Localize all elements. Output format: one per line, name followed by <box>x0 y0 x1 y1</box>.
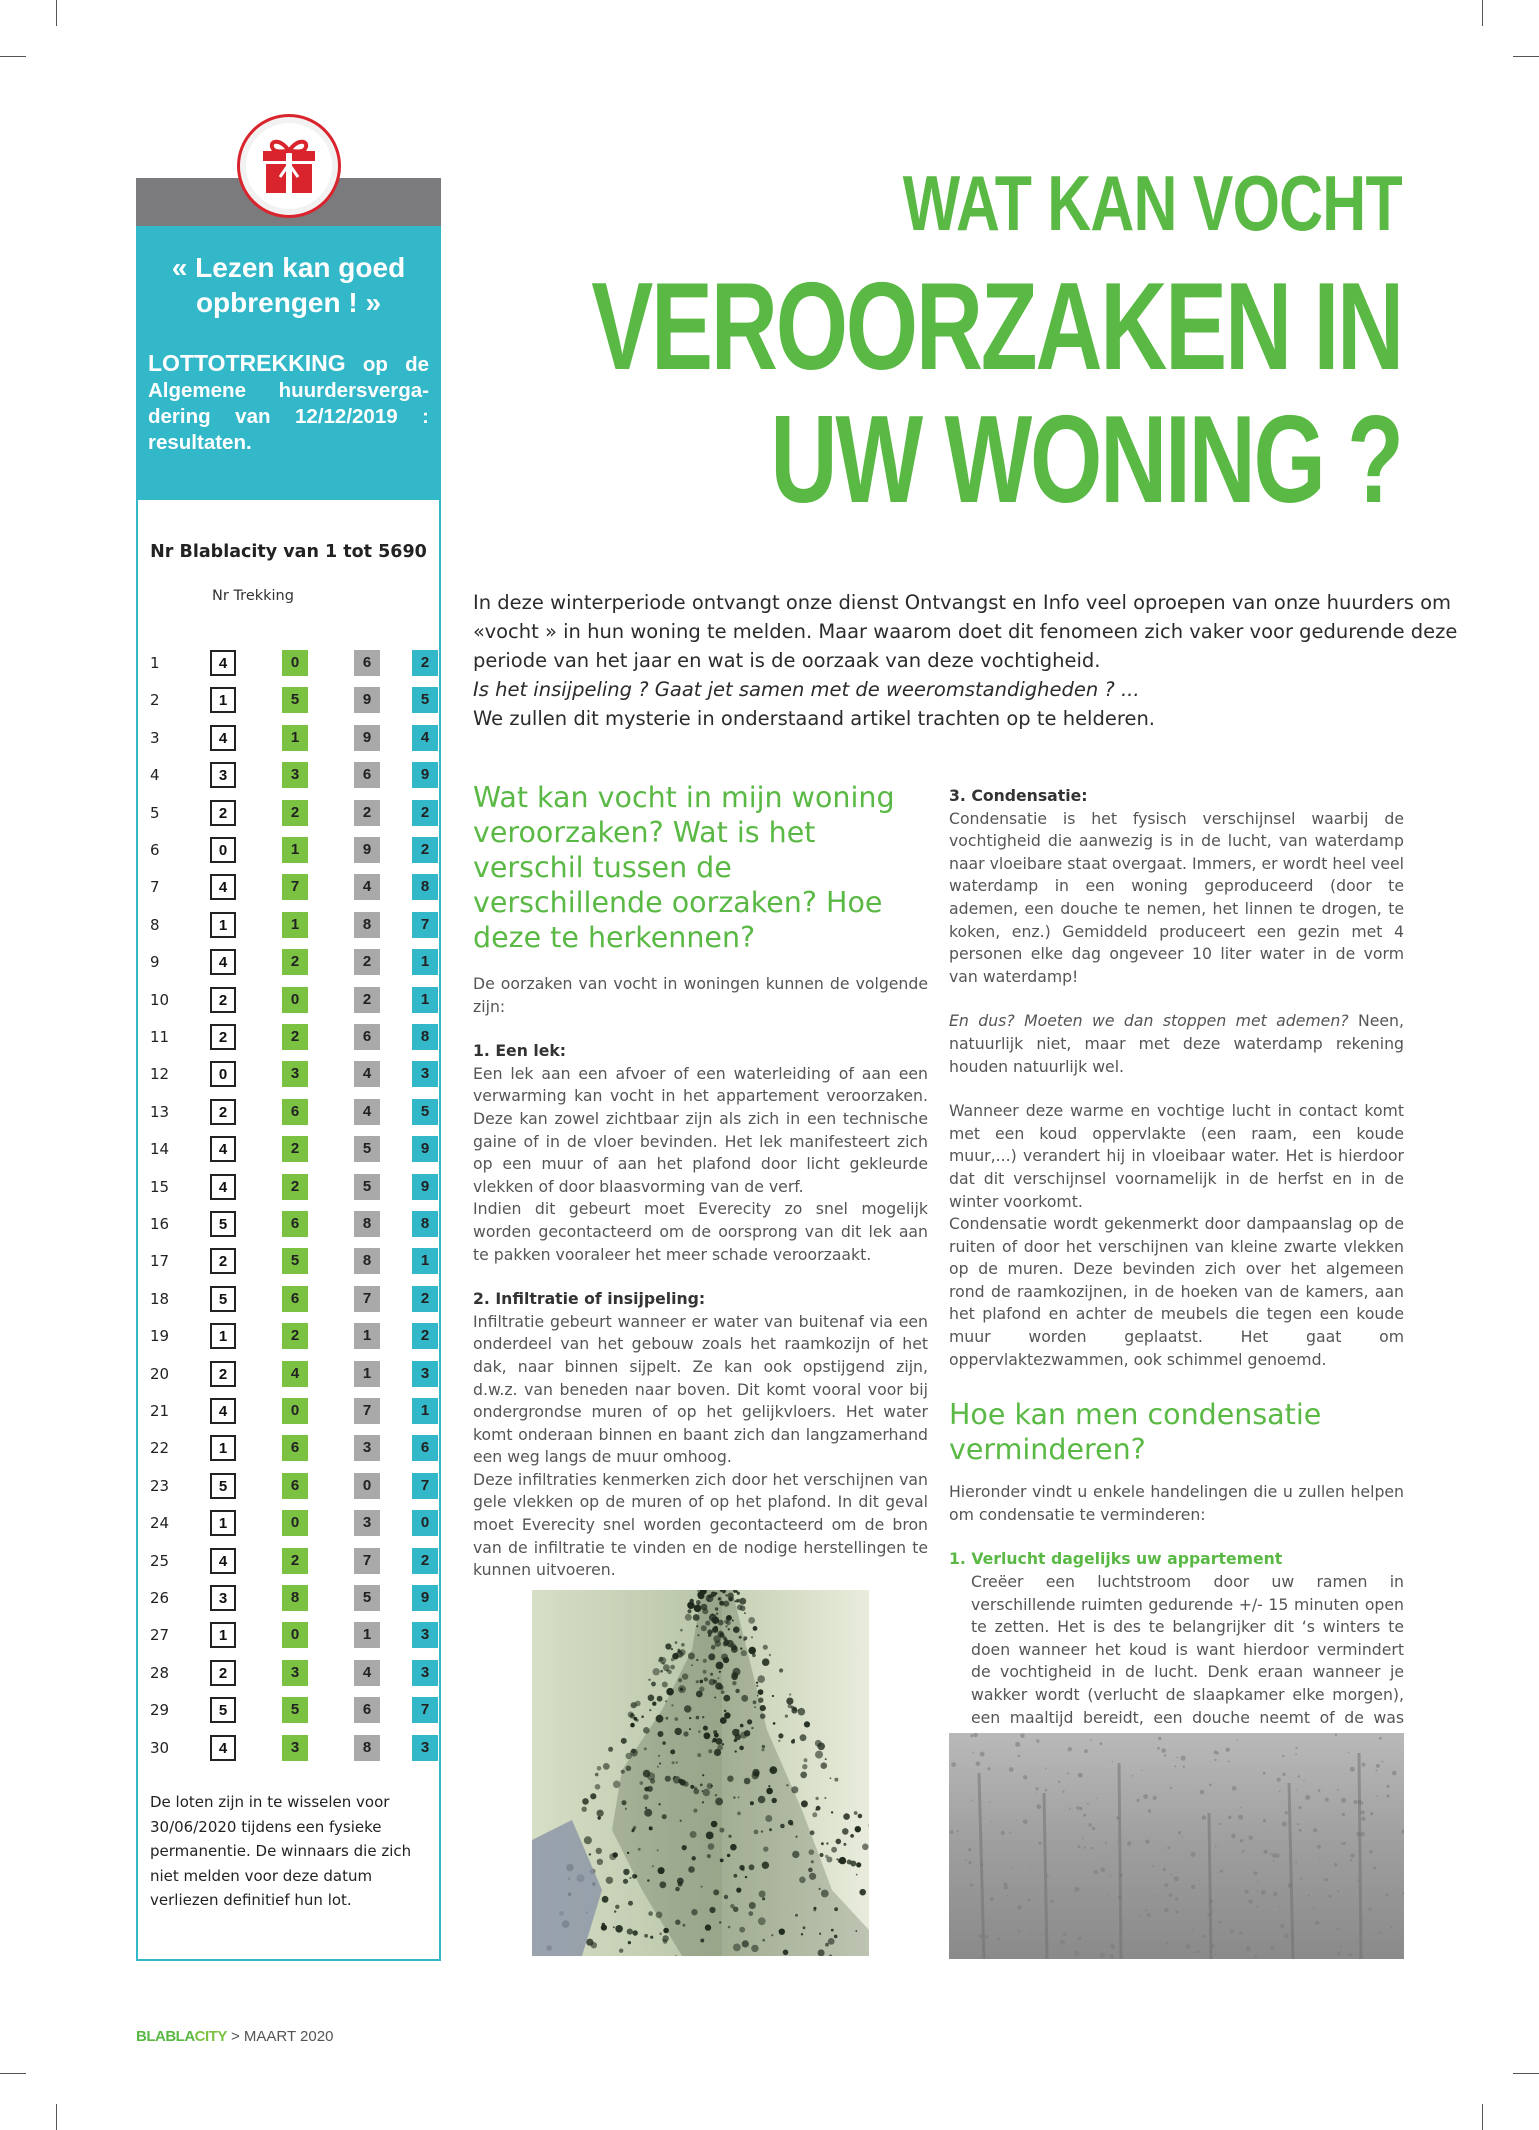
mould-photo <box>532 1590 869 1956</box>
digit-cell: 3 <box>282 1061 308 1087</box>
body-text: De oorzaken van vocht in woningen kunnen de volgende zijn: <box>473 974 928 1016</box>
digit-cell: 0 <box>282 1622 308 1648</box>
digit-cell: 1 <box>210 1510 236 1536</box>
brand-city: CITY <box>194 2028 227 2045</box>
digit-cell: 2 <box>354 800 380 826</box>
digit-cell: 1 <box>210 687 236 713</box>
section-heading: Hoe kan men condensatie verminderen? <box>949 1398 1322 1467</box>
lotto-heading: Nr Blablacity van 1 tot 5690 <box>150 542 427 562</box>
digit-cell: 5 <box>354 1174 380 1200</box>
draw-number: 5 <box>150 803 160 822</box>
draw-number: 12 <box>150 1065 170 1084</box>
digit-cell: 0 <box>354 1473 380 1499</box>
sidebar-quote: « Lezen kan goed opbrengen ! » <box>171 252 406 318</box>
table-row <box>150 1660 440 1686</box>
draw-number: 27 <box>150 1626 170 1645</box>
digit-cell: 5 <box>282 1697 308 1723</box>
digit-cell: 2 <box>210 1099 236 1125</box>
digit-cell: 2 <box>412 1286 438 1312</box>
digit-cell: 3 <box>282 1660 308 1686</box>
subheading: 3. Condensatie: <box>949 786 1088 805</box>
draw-number: 4 <box>150 766 160 785</box>
digit-cell: 2 <box>412 800 438 826</box>
table-row <box>150 912 440 938</box>
digit-cell: 1 <box>210 1622 236 1648</box>
subheading: 2. Infiltratie of insijpeling: <box>473 1289 706 1309</box>
table-row <box>150 1174 440 1200</box>
digit-cell: 3 <box>354 1510 380 1536</box>
digit-cell: 6 <box>354 1024 380 1050</box>
lotto-subheading: Nr Trekking <box>212 588 294 604</box>
digit-cell: 1 <box>412 949 438 975</box>
digit-cell: 2 <box>412 1323 438 1349</box>
draw-number: 23 <box>150 1476 170 1495</box>
crop-mark <box>1482 0 1483 26</box>
body-text: Condensatie wordt gekenmerkt door dampaanslag op de ruiten of door het verschijnen van kleine zwarte vlekken op de muren. Deze bevinden zich over het algemeen rond de raamkozijnen, in de hoeken van de kamers, aan het plafond en achter de meubels die tegen een koude muur worden geplaatst. Het gaat om oppervlaktezwammen, ook schimmel genoemd. <box>949 1214 1404 1369</box>
digit-cell: 4 <box>354 874 380 900</box>
title-line-1: WAT KAN VOCHT <box>902 159 1402 247</box>
digit-cell: 4 <box>354 1660 380 1686</box>
digit-cell: 5 <box>210 1286 236 1312</box>
intro-line: «vocht » in hun woning te melden. Maar waarom doet dit fenomeen zich vaker voor gedurende deze <box>473 620 1458 643</box>
digit-cell: 4 <box>210 1548 236 1574</box>
table-row <box>150 1735 440 1761</box>
draw-number: 6 <box>150 841 160 859</box>
digit-cell: 3 <box>282 1735 308 1761</box>
digit-cell: 6 <box>282 1099 308 1125</box>
digit-cell: 2 <box>412 650 438 676</box>
digit-cell: 9 <box>354 837 380 863</box>
table-row <box>150 1435 440 1461</box>
draw-number: 15 <box>150 1177 170 1196</box>
crop-mark <box>1513 2073 1539 2074</box>
digit-cell: 4 <box>210 874 236 900</box>
crop-mark <box>1513 56 1539 57</box>
draw-number: 13 <box>150 1102 170 1121</box>
intro-line: We zullen dit mysterie in onderstaand artikel trachten op te helderen. <box>473 707 1155 730</box>
digit-cell: 4 <box>282 1361 308 1387</box>
digit-cell: 2 <box>210 1660 236 1686</box>
digit-cell: 2 <box>354 949 380 975</box>
digit-cell: 4 <box>210 725 236 751</box>
digit-cell: 4 <box>354 1099 380 1125</box>
digit-cell: 1 <box>282 912 308 938</box>
body-text: Deze infiltraties kenmerken zich door het verschijnen van gele vlekken op de muren of op het plafond. In dit geval moet Everecity snel worden gecontacteerd om de bron van de infiltratie te vinden en de nodige herstellingen te kunnen uitvoeren. <box>473 1469 928 1580</box>
draw-number: 9 <box>150 953 160 972</box>
body-text: Een lek aan een afvoer of een waterleiding of aan een verwarming kan vocht in het appartement veroorzaken. Deze kan zowel zichtbaar zijn als zich in een technische gaine of in de vloer bevinden. Het lek manifesteert zich op een muur of aan het plafond door licht gekleurde vlekken of door blaasvorming van de verf. <box>473 1063 928 1196</box>
table-row <box>150 762 440 788</box>
draw-number: 22 <box>150 1439 170 1458</box>
digit-cell: 8 <box>354 912 380 938</box>
draw-number: 17 <box>150 1252 170 1271</box>
draw-number: 30 <box>150 1738 170 1757</box>
digit-cell: 2 <box>412 837 438 863</box>
draw-number: 29 <box>150 1701 170 1720</box>
table-row <box>150 837 440 863</box>
article-column-right <box>949 785 1404 1752</box>
digit-cell: 6 <box>282 1211 308 1237</box>
draw-number: 7 <box>150 878 160 897</box>
digit-cell: 9 <box>412 762 438 788</box>
draw-number: 19 <box>150 1327 170 1346</box>
digit-cell: 6 <box>282 1286 308 1312</box>
table-row <box>150 1099 440 1125</box>
table-row <box>150 725 440 751</box>
body-text: Hieronder vindt u enkele handelingen die u zullen helpen om condensatie te verminderen: <box>949 1482 1404 1524</box>
digit-cell: 0 <box>412 1510 438 1536</box>
digit-cell: 2 <box>282 1024 308 1050</box>
digit-cell: 3 <box>412 1061 438 1087</box>
draw-number: 14 <box>150 1140 170 1159</box>
table-row <box>150 1361 440 1387</box>
digit-cell: 0 <box>210 1061 236 1087</box>
digit-cell: 2 <box>210 1361 236 1387</box>
table-row <box>150 1211 440 1237</box>
table-row <box>150 1473 440 1499</box>
digit-cell: 1 <box>412 1248 438 1274</box>
digit-cell: 1 <box>282 837 308 863</box>
digit-cell: 3 <box>210 1585 236 1611</box>
digit-cell: 7 <box>412 1697 438 1723</box>
digit-cell: 2 <box>282 800 308 826</box>
lotto-note: De loten zijn in te wisselen voor 30/06/2020 tijdens een fysieke permanentie. De winnaars die zich niet melden voor deze datum verliezen definitief hun lot. <box>150 1793 412 1909</box>
page-footer <box>136 2028 333 2045</box>
sidebar-banner <box>136 226 441 500</box>
article-column-left <box>473 780 928 1582</box>
lotto-results-box <box>136 500 441 1961</box>
section-heading: Wat kan vocht in mijn woning veroorzaken? Wat is het verschil tussen de verschillende oorzaken? Hoe deze te herkennen? <box>473 781 895 954</box>
table-row <box>150 874 440 900</box>
table-row <box>150 1323 440 1349</box>
digit-cell: 3 <box>412 1361 438 1387</box>
digit-cell: 2 <box>282 949 308 975</box>
table-row <box>150 1248 440 1274</box>
crop-mark <box>56 2104 57 2130</box>
digit-cell: 9 <box>412 1174 438 1200</box>
intro-line: In deze winterperiode ontvangt onze dienst Ontvangst en Info veel oproepen van onze huurders om <box>473 591 1452 614</box>
digit-cell: 7 <box>354 1398 380 1424</box>
digit-cell: 2 <box>282 1548 308 1574</box>
table-row <box>150 1398 440 1424</box>
digit-cell: 1 <box>210 1435 236 1461</box>
digit-cell: 4 <box>210 1398 236 1424</box>
table-row <box>150 1510 440 1536</box>
digit-cell: 5 <box>354 1136 380 1162</box>
digit-cell: 9 <box>354 687 380 713</box>
digit-cell: 3 <box>354 1435 380 1461</box>
digit-cell: 2 <box>354 987 380 1013</box>
subheading: 1. Een lek: <box>473 1041 567 1061</box>
digit-cell: 0 <box>282 650 308 676</box>
digit-cell: 0 <box>282 987 308 1013</box>
digit-cell: 4 <box>210 1735 236 1761</box>
digit-cell: 8 <box>412 1024 438 1050</box>
digit-cell: 7 <box>282 874 308 900</box>
digit-cell: 7 <box>354 1286 380 1312</box>
digit-cell: 5 <box>354 1585 380 1611</box>
digit-cell: 2 <box>282 1174 308 1200</box>
digit-cell: 2 <box>412 1548 438 1574</box>
digit-cell: 1 <box>354 1323 380 1349</box>
crop-mark <box>56 0 57 26</box>
body-text <box>949 1010 1404 1078</box>
lotto-rest: op de Algemene huurdersverga-dering van 12/12/2019 : resultaten. <box>148 353 429 454</box>
digit-cell: 8 <box>412 874 438 900</box>
digit-cell: 7 <box>354 1548 380 1574</box>
digit-cell: 0 <box>282 1398 308 1424</box>
table-row <box>150 1697 440 1723</box>
body-text: Wanneer deze warme en vochtige lucht in contact komt met een koud oppervlakte (een raam, een koude muur,...) verandert hij in vloeibaar water. Het is hierdoor dat dit verschijnsel voornamelijk in de herfst en in de winter voorkomt. <box>949 1101 1404 1211</box>
digit-cell: 9 <box>412 1136 438 1162</box>
digit-cell: 6 <box>354 1697 380 1723</box>
issue-label: > MAART 2020 <box>226 2028 334 2045</box>
digit-cell: 2 <box>210 987 236 1013</box>
digit-cell: 2 <box>282 1136 308 1162</box>
digit-cell: 0 <box>210 837 236 863</box>
draw-number: 3 <box>150 728 160 747</box>
digit-cell: 8 <box>412 1211 438 1237</box>
digit-cell: 3 <box>412 1735 438 1761</box>
body-text: Creëer een luchtstroom door uw ramen in verschillende ruimten gedurende +/- 15 minuten open te zetten. Het is des te belangrijker dit ‘s winters te doen wanneer het koud is want hierdoor vermindert de vochtigheid in de lucht. Denk eraan wanneer je wakker wordt (verlucht de slaapkamer elke morgen), een maaltijd bereidt, een douche neemt of de was <box>971 1572 1404 1727</box>
digit-cell: 4 <box>210 949 236 975</box>
digit-cell: 1 <box>412 987 438 1013</box>
digit-cell: 4 <box>412 725 438 751</box>
digit-cell: 5 <box>282 687 308 713</box>
digit-cell: 7 <box>412 1473 438 1499</box>
draw-number: 24 <box>150 1514 170 1533</box>
brand-blabla: BLABLA <box>136 2028 195 2045</box>
digit-cell: 6 <box>412 1435 438 1461</box>
digit-cell: 4 <box>210 650 236 676</box>
table-row <box>150 1061 440 1087</box>
digit-cell: 8 <box>354 1735 380 1761</box>
digit-cell: 5 <box>210 1211 236 1237</box>
digit-cell: 1 <box>210 912 236 938</box>
digit-cell: 1 <box>354 1622 380 1648</box>
digit-cell: 3 <box>210 762 236 788</box>
digit-cell: 1 <box>210 1323 236 1349</box>
digit-cell: 4 <box>210 1174 236 1200</box>
draw-number: 18 <box>150 1289 170 1308</box>
digit-cell: 7 <box>412 912 438 938</box>
italic-question: En dus? Moeten we dan stoppen met ademen? <box>949 1011 1349 1031</box>
draw-number: 1 <box>150 654 160 672</box>
digit-cell: 5 <box>282 1248 308 1274</box>
digit-cell: 6 <box>354 650 380 676</box>
digit-cell: 3 <box>412 1622 438 1648</box>
table-row <box>150 1136 440 1162</box>
draw-number: 10 <box>150 990 170 1009</box>
draw-number: 25 <box>150 1551 170 1570</box>
digit-cell: 1 <box>282 725 308 751</box>
crop-mark <box>0 2073 26 2074</box>
sidebar-lotto-text <box>148 350 429 456</box>
body-text: Condensatie is het fysisch verschijnsel waarbij de vochtigheid die aanwezig is in de lucht, van waterdamp naar vloeibare staat overgaat. Immers, er wordt heel veel waterdamp in een woning geproduceerd (door te ademen, een douche te nemen, het linnen te drogen, te koken, enz.) Gemiddeld produceert een gezin met 4 personen elke dag ongeveer 10 liter water in de vorm van waterdamp! <box>949 808 1404 986</box>
lotto-strong: LOTTOTREKKING <box>148 350 346 376</box>
digit-cell: 5 <box>210 1697 236 1723</box>
digit-cell: 1 <box>354 1361 380 1387</box>
table-row <box>150 650 440 676</box>
crop-mark <box>1482 2104 1483 2130</box>
digit-cell: 2 <box>282 1323 308 1349</box>
draw-number: 21 <box>150 1402 170 1420</box>
crop-mark <box>0 56 26 57</box>
digit-cell: 2 <box>210 800 236 826</box>
title-line-2: VEROORZAKEN IN <box>591 258 1402 396</box>
digit-cell: 9 <box>412 1585 438 1611</box>
table-row <box>150 1548 440 1574</box>
draw-number: 20 <box>150 1364 170 1383</box>
digit-cell: 5 <box>412 1099 438 1125</box>
intro-paragraph <box>473 588 1458 733</box>
digit-cell: 0 <box>282 1510 308 1536</box>
digit-cell: 3 <box>412 1660 438 1686</box>
draw-number: 28 <box>150 1663 170 1682</box>
digit-cell: 5 <box>412 687 438 713</box>
table-row <box>150 687 440 713</box>
digit-cell: 8 <box>282 1585 308 1611</box>
gift-icon <box>237 114 341 218</box>
draw-number: 26 <box>150 1589 170 1607</box>
table-row <box>150 1585 440 1611</box>
table-row <box>150 949 440 975</box>
table-row <box>150 1024 440 1050</box>
digit-cell: 3 <box>282 762 308 788</box>
intro-line-italic: Is het insijpeling ? Gaat jet samen met de weeromstandigheden ? ... <box>473 678 1140 701</box>
digit-cell: 2 <box>210 1024 236 1050</box>
table-row <box>150 1286 440 1312</box>
digit-cell: 4 <box>354 1061 380 1087</box>
draw-number: 16 <box>150 1215 170 1233</box>
condensation-photo <box>949 1733 1404 1959</box>
table-row <box>150 987 440 1013</box>
digit-cell: 8 <box>354 1211 380 1237</box>
title-line-3: UW WONING ? <box>770 391 1402 529</box>
digit-cell: 4 <box>210 1136 236 1162</box>
table-row <box>150 800 440 826</box>
draw-number: 2 <box>150 691 160 710</box>
answer-text: Neen, natuurlijk niet, maar met deze waterdamp rekening houden natuurlijk wel. <box>949 1011 1404 1076</box>
digit-cell: 6 <box>354 762 380 788</box>
table-row <box>150 1622 440 1648</box>
intro-line: periode van het jaar en wat is de oorzaak van deze vochtigheid. <box>473 649 1101 672</box>
digit-cell: 6 <box>282 1435 308 1461</box>
digit-cell: 9 <box>354 725 380 751</box>
digit-cell: 2 <box>210 1248 236 1274</box>
draw-number: 8 <box>150 915 160 934</box>
digit-cell: 5 <box>210 1473 236 1499</box>
body-text: Infiltratie gebeurt wanneer er water van buitenaf via een onderdeel van het gebouw zoals het raamkozijn of het dak, naar binnen sijpelt. Ze kan ook opstijgend zijn, d.w.z. van beneden naar boven. Dit komt vooral voor bij ondergrondse muren of op het gelijkvloers. Het water komt onderaan binnen en baant zich dan langzamerhand een weg langs de muur omhoog. <box>473 1311 928 1467</box>
digit-cell: 1 <box>412 1398 438 1424</box>
tip-heading: 1. Verlucht dagelijks uw appartement <box>949 1549 1283 1569</box>
body-text: Indien dit gebeurt moet Everecity zo snel mogelijk worden gecontacteerd om de oorsprong van dit lek aan te pakken vooraleer het meer schade veroorzaakt. <box>473 1199 928 1264</box>
draw-number: 11 <box>150 1028 170 1046</box>
digit-cell: 8 <box>354 1248 380 1274</box>
digit-cell: 6 <box>282 1473 308 1499</box>
